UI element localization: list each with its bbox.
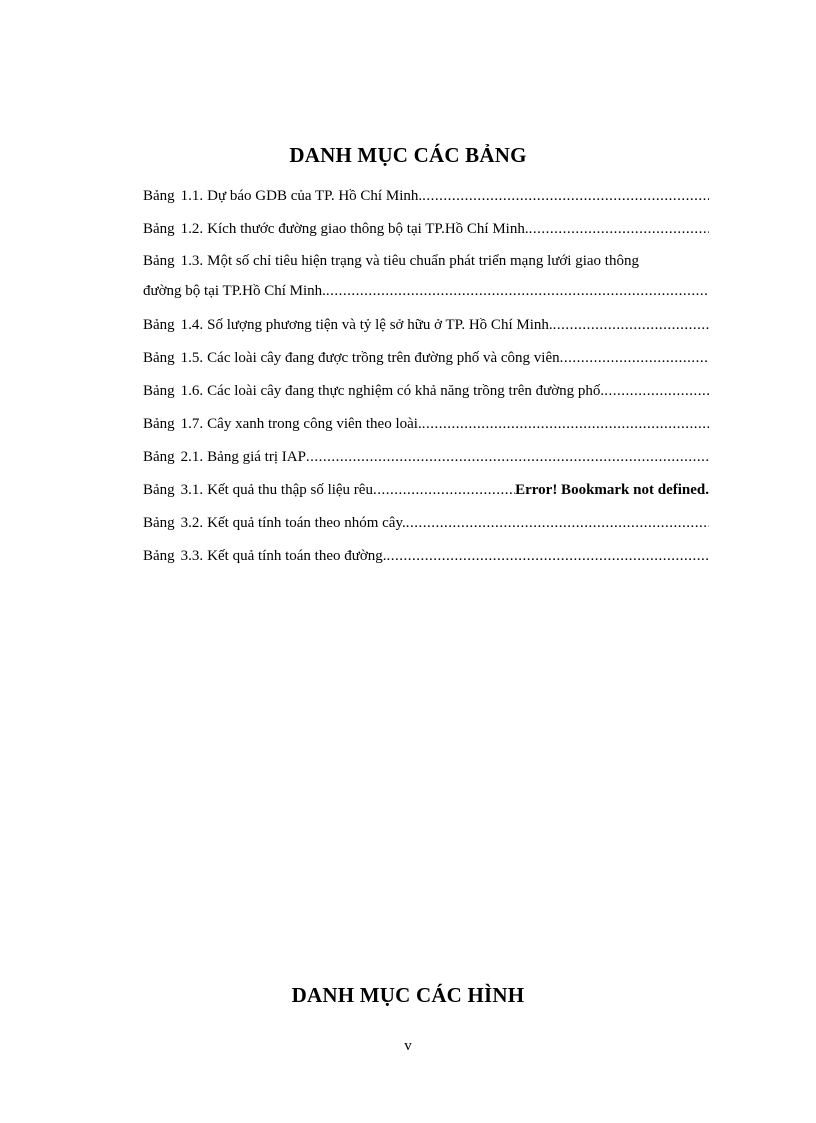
dot-leader [529, 213, 709, 246]
dot-leader [422, 180, 709, 213]
toc-entry-table-3-2[interactable] [143, 507, 709, 540]
dot-leader [553, 309, 709, 342]
dot-leader [306, 441, 709, 474]
entry-title: Kết quả tính toán theo đường. [207, 548, 387, 564]
entry-title-line-1: Một số chỉ tiêu hiện trạng và tiêu chuẩn phát triển mạng lưới giao thông [207, 253, 639, 269]
entry-title: Dự báo GDB của TP. Hồ Chí Minh. [207, 188, 423, 204]
entry-label: Bảng [143, 350, 175, 366]
dot-leader [406, 507, 709, 540]
entry-title: Kích thước đường giao thông bộ tại TP.Hồ Chí Minh. [207, 221, 529, 237]
dot-leader [422, 408, 709, 441]
entry-title-line-2: đường bộ tại TP.Hồ Chí Minh. [143, 283, 326, 299]
entry-label: Bảng [143, 221, 175, 237]
page-number: v [404, 1038, 412, 1054]
entry-label: Bảng [143, 416, 175, 432]
dot-leader [387, 540, 709, 573]
dot-leader [373, 474, 515, 507]
entry-label: Bảng [143, 515, 175, 531]
entry-number: 1.1. [180, 188, 204, 204]
toc-entry-table-1-2[interactable] [143, 213, 709, 246]
entry-title: Kết quả thu thập số liệu rêu [207, 482, 373, 498]
entry-number: 1.5. [180, 350, 204, 366]
entry-number: 3.1. [180, 482, 204, 498]
entry-number: 1.4. [180, 317, 204, 333]
entry-title: Cây xanh trong công viên theo loài. [207, 416, 422, 432]
entry-label: Bảng [143, 317, 175, 333]
entry-label: Bảng [143, 253, 175, 269]
entry-number: 1.6. [180, 383, 204, 399]
entry-title: Bảng giá trị IAP [207, 449, 306, 465]
toc-entry-table-1-7[interactable] [143, 408, 709, 441]
toc-entry-table-3-3[interactable] [143, 540, 709, 573]
entry-number: 3.3. [180, 548, 204, 564]
toc-entry-table-1-1[interactable] [143, 180, 709, 213]
dot-leader [604, 375, 709, 408]
toc-entry-table-2-1[interactable] [143, 441, 709, 474]
toc-entry-table-1-5[interactable] [143, 342, 709, 375]
bookmark-error-text: Error! Bookmark not defined. [515, 482, 709, 498]
entry-number: 1.7. [180, 416, 204, 432]
dot-leader [560, 342, 709, 375]
entry-number: 2.1. [180, 449, 204, 465]
toc-entry-table-1-6[interactable] [143, 375, 709, 408]
entry-label: Bảng [143, 548, 175, 564]
entry-label: Bảng [143, 482, 175, 498]
toc-entry-table-3-1[interactable] [143, 474, 709, 507]
toc-entry-table-1-4[interactable] [143, 309, 709, 342]
toc-entry-table-1-3[interactable] [143, 246, 709, 309]
entry-title: Kết quả tính toán theo nhóm cây. [207, 515, 406, 531]
entry-label: Bảng [143, 449, 175, 465]
entry-title: Các loài cây đang được trồng trên đường phố và công viên [207, 350, 560, 366]
entry-title: Số lượng phương tiện và tỷ lệ sở hữu ở TP. Hồ Chí Minh. [207, 317, 553, 333]
dot-leader [326, 276, 709, 306]
entry-label: Bảng [143, 188, 175, 204]
entry-number: 1.2. [180, 221, 204, 237]
entry-number: 3.2. [180, 515, 204, 531]
entry-label: Bảng [143, 383, 175, 399]
list-of-figures-heading: DANH MỤC CÁC HÌNH [291, 983, 525, 1007]
entry-number: 1.3. [180, 253, 204, 269]
list-of-tables-heading: DANH MỤC CÁC BẢNG [289, 143, 527, 167]
list-of-tables [143, 180, 709, 573]
entry-title: Các loài cây đang thực nghiệm có khả năng trồng trên đường phố. [207, 383, 605, 399]
